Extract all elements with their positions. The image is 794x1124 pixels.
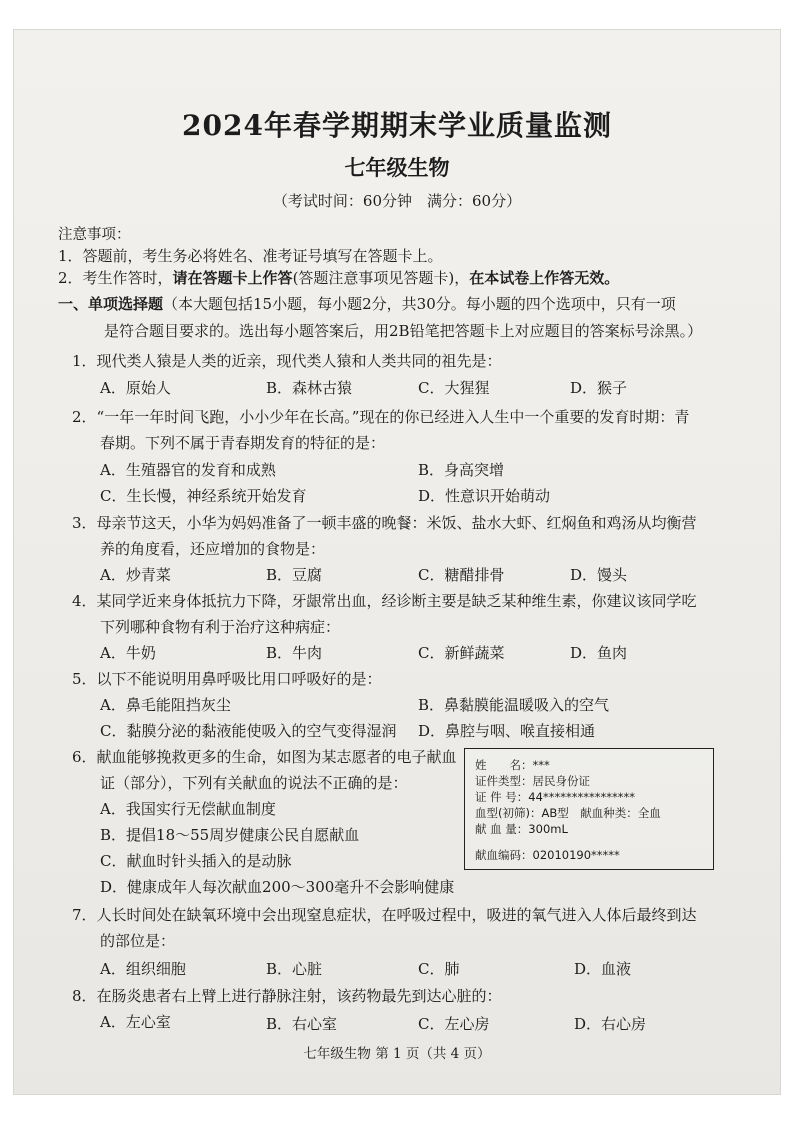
note-2-part-a: 2．考生作答时， <box>58 269 173 287</box>
card-blood-type: 血型(初筛)：AB型 献血种类：全血 <box>475 806 661 820</box>
question-3-option-d: D．馒头 <box>570 566 628 584</box>
question-6-option-b: B．提倡18～55周岁健康公民自愿献血 <box>100 826 360 844</box>
question-8-option-a: A．左心室 <box>100 1013 171 1031</box>
blood-donation-card <box>464 748 714 870</box>
question-6-option-d: D．健康成年人每次献血200～300毫升不会影响健康 <box>100 878 455 896</box>
question-5-option-a: A．鼻毛能阻挡灰尘 <box>100 696 231 714</box>
question-6-stem-line1: 6．献血能够挽救更多的生命，如图为某志愿者的电子献血 <box>72 748 457 766</box>
question-4-option-c: C．新鲜蔬菜 <box>418 644 505 662</box>
question-3-option-a: A．炒青菜 <box>100 566 171 584</box>
question-6-option-a: A．我国实行无偿献血制度 <box>100 800 276 818</box>
card-donation-code: 献血编码：02010190***** <box>475 848 620 862</box>
question-4-stem-line1: 4．某同学近来身体抵抗力下降，牙龈常出血，经诊断主要是缺乏某种维生素，你建议该同学吃 <box>72 592 697 610</box>
question-3-stem-line1: 3．母亲节这天，小华为妈妈准备了一顿丰盛的晚餐：米饭、盐水大虾、红焖鱼和鸡汤从均衡营 <box>72 514 697 532</box>
question-7-option-c: C．肺 <box>418 960 460 978</box>
question-2-option-c: C．生长慢，神经系统开始发育 <box>100 487 307 505</box>
question-2-option-b: B．身高突增 <box>418 461 505 479</box>
section-1-title <box>58 293 676 314</box>
question-6-stem-line2: 证（部分），下列有关献血的说法不正确的是： <box>100 774 408 792</box>
note-2-part-d: 在本试卷上作答无效。 <box>469 269 620 287</box>
note-2-part-c: (答题注意事项见答题卡)， <box>292 269 470 287</box>
question-2-stem-line2: 春期。下列不属于青春期发育的特征的是： <box>100 434 386 452</box>
question-1-option-a: A．原始人 <box>100 379 171 397</box>
question-2-stem-line1: 2．“一年一年时间飞跑，小小少年在长高。”现在的你已经进入人生中一个重要的发育时期：青 <box>72 408 690 426</box>
section-1-title-line2: 是符合题目要求的。选出每小题答案后，用2B铅笔把答题卡上对应题目的答案标号涂黑。） <box>104 322 703 340</box>
question-1-stem: 1．现代类人猿是人类的近亲，现代类人猿和人类共同的祖先是： <box>72 352 502 370</box>
question-5-option-b: B．鼻黏膜能温暖吸入的空气 <box>418 696 610 714</box>
question-7-stem-line2: 的部位是： <box>100 932 176 950</box>
section-1-title-rest: （本大题包括15小题，每小题2分，共30分。每小题的四个选项中，只有一项 <box>163 295 676 313</box>
question-1-option-c: C．大猩猩 <box>418 379 490 397</box>
question-8-option-c: C．左心房 <box>418 1015 490 1033</box>
note-2 <box>58 267 619 288</box>
section-1-title-bold: 一、单项选择题 <box>58 295 164 313</box>
exam-paper <box>14 30 780 1094</box>
card-name: 姓 名：*** <box>475 758 550 772</box>
notes-heading: 注意事项： <box>58 227 131 243</box>
question-7-stem-line1: 7．人长时间处在缺氧环境中会出现窒息症状，在呼吸过程中，吸进的氧气进入人体后最终到达 <box>72 906 697 924</box>
note-1: 1．答题前，考生务必将姓名、准考证号填写在答题卡上。 <box>58 247 443 265</box>
question-4-option-a: A．牛奶 <box>100 644 156 662</box>
page-subtitle: 七年级生物 <box>344 155 450 180</box>
card-id-number: 证 件 号：44**************** <box>475 790 635 804</box>
question-3-option-b: B．豆腐 <box>266 566 323 584</box>
question-6-option-c: C．献血时针头插入的是动脉 <box>100 852 292 870</box>
question-1-option-b: B．森林古猿 <box>266 379 353 397</box>
question-1-option-d: D．猴子 <box>570 379 628 397</box>
question-3-stem-line2: 养的角度看，还应增加的食物是： <box>100 540 326 558</box>
question-7-option-a: A．组织细胞 <box>100 960 186 978</box>
question-5-option-c: C．黏膜分泌的黏液能使吸入的空气变得湿润 <box>100 722 397 740</box>
question-8-option-d: D．右心房 <box>574 1015 647 1033</box>
page-title: 2024年春学期期末学业质量监测 <box>182 109 612 142</box>
question-4-option-d: D．鱼肉 <box>570 644 628 662</box>
question-2-option-a: A．生殖器官的发育和成熟 <box>100 461 276 479</box>
page-footer: 七年级生物 第 1 页（共 4 页） <box>303 1046 491 1062</box>
question-3-option-c: C．糖醋排骨 <box>418 566 505 584</box>
question-5-option-d: D．鼻腔与咽、喉直接相通 <box>418 722 596 740</box>
question-4-stem-line2: 下列哪种食物有利于治疗这种病症： <box>100 618 341 636</box>
question-5-stem: 5．以下不能说明用鼻呼吸比用口呼吸好的是： <box>72 670 382 688</box>
exam-info: （考试时间：60分钟 满分：60分） <box>272 192 522 210</box>
note-2-part-b: 请在答题卡上作答 <box>172 269 293 287</box>
question-2-option-d: D．性意识开始萌动 <box>418 487 551 505</box>
question-8-option-b: B．右心室 <box>266 1015 338 1033</box>
question-7-option-d: D．血液 <box>574 960 632 978</box>
question-8-stem: 8．在肠炎患者右上臂上进行静脉注射，该药物最先到达心脏的： <box>72 987 502 1005</box>
card-volume: 献 血 量：300mL <box>475 822 568 836</box>
question-4-option-b: B．牛肉 <box>266 644 323 662</box>
question-7-option-b: B．心脏 <box>266 960 323 978</box>
card-id-type: 证件类型：居民身份证 <box>475 774 590 788</box>
